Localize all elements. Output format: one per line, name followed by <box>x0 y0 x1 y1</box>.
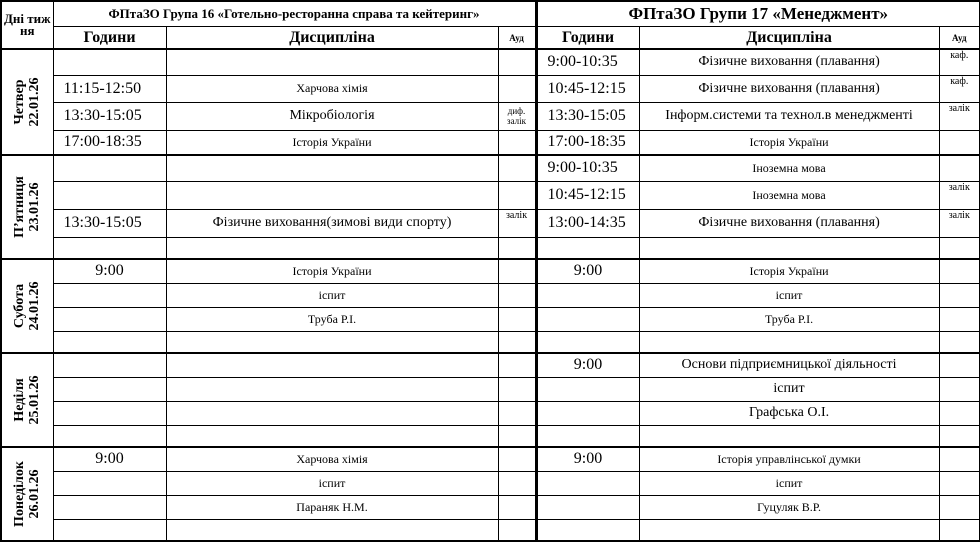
lesson-time: 13:30-15:05 <box>53 102 166 130</box>
lesson-discipline: Історія України <box>639 259 939 283</box>
lesson-time: 9:00 <box>536 447 639 471</box>
lesson-discipline: Фізичне виховання (плавання) <box>639 209 939 237</box>
g17-discipline-header: Дисципліна <box>639 27 939 50</box>
day-label-monday: Понеділок 26.01.26 <box>1 447 53 541</box>
lesson-discipline: Іноземна мова <box>639 155 939 181</box>
lesson-aud: каф. <box>939 49 980 75</box>
lesson-time: 10:45-12:15 <box>536 181 639 209</box>
table-row <box>1 209 980 237</box>
g16-hours-header: Години <box>53 27 166 50</box>
lesson-discipline: Історія управлінської думки <box>639 447 939 471</box>
lesson-time: 13:30-15:05 <box>536 102 639 130</box>
lesson-aud: каф. <box>939 75 980 102</box>
table-row <box>1 425 980 447</box>
g17-hours-header: Години <box>536 27 639 50</box>
lesson-teacher: Графська О.І. <box>639 401 939 425</box>
table-row <box>1 447 980 471</box>
lesson-teacher: Труба Р.І. <box>166 307 498 331</box>
table-row <box>1 181 980 209</box>
lesson-discipline: Історія України <box>639 130 939 155</box>
lesson-time: 11:15-12:50 <box>53 75 166 102</box>
lesson-type: іспит <box>639 377 939 401</box>
lesson-discipline: Фізичне виховання(зимові види спорту) <box>166 209 498 237</box>
day-label-sunday: Неділя 25.01.26 <box>1 353 53 447</box>
table-row <box>1 353 980 377</box>
table-row <box>1 259 980 283</box>
lesson-discipline: Історія України <box>166 259 498 283</box>
lesson-time: 17:00-18:35 <box>536 130 639 155</box>
lesson-discipline: Іноземна мова <box>639 181 939 209</box>
lesson-discipline: Фізичне виховання (плавання) <box>639 75 939 102</box>
lesson-time: 10:45-12:15 <box>536 75 639 102</box>
table-row <box>1 401 980 425</box>
lesson-aud: залік <box>939 102 980 130</box>
table-row <box>1 75 980 102</box>
lesson-discipline: Мікробіологія <box>166 102 498 130</box>
table-row <box>1 155 980 181</box>
table-row <box>1 471 980 495</box>
table-row <box>1 237 980 259</box>
table-row <box>1 49 980 75</box>
lesson-type: іспит <box>166 471 498 495</box>
lesson-aud: залік <box>498 209 536 237</box>
lesson-aud: залік <box>939 181 980 209</box>
g16-discipline-header: Дисципліна <box>166 27 498 50</box>
lesson-type: іспит <box>639 471 939 495</box>
lesson-time: 17:00-18:35 <box>53 130 166 155</box>
table-row <box>1 130 980 155</box>
lesson-time: 9:00 <box>53 447 166 471</box>
lesson-discipline: Історія України <box>166 130 498 155</box>
table-row <box>1 102 980 130</box>
group16-title: ФПтаЗО Група 16 «Готельно-ресторанна справа та кейтеринг» <box>53 1 536 27</box>
group17-title: ФПтаЗО Групи 17 «Менеджмент» <box>536 1 980 27</box>
day-column-header: Дні тиж ня <box>1 1 53 49</box>
table-row <box>1 519 980 541</box>
lesson-aud: диф. залік <box>498 102 536 130</box>
lesson-time: 13:00-14:35 <box>536 209 639 237</box>
lesson-teacher: Параняк Н.М. <box>166 495 498 519</box>
day-label-friday: П’ятниця 23.01.26 <box>1 155 53 259</box>
day-label-thursday: Четвер 22.01.26 <box>1 49 53 155</box>
table-row <box>1 495 980 519</box>
table-row <box>1 331 980 353</box>
lesson-discipline: Інформ.системи та технол.в менеджменті <box>639 102 939 130</box>
lesson-time: 9:00 <box>53 259 166 283</box>
g16-aud-header: Ауд <box>498 27 536 50</box>
table-row <box>1 283 980 307</box>
lesson-type: іспит <box>166 283 498 307</box>
lesson-time: 9:00-10:35 <box>536 155 639 181</box>
lesson-teacher: Гуцуляк В.Р. <box>639 495 939 519</box>
lesson-discipline: Харчова хімія <box>166 75 498 102</box>
lesson-teacher: Труба Р.І. <box>639 307 939 331</box>
table-row <box>1 377 980 401</box>
lesson-time: 9:00 <box>536 259 639 283</box>
day-label-saturday: Субота 24.01.26 <box>1 259 53 353</box>
lesson-type: іспит <box>639 283 939 307</box>
lesson-discipline: Харчова хімія <box>166 447 498 471</box>
lesson-time: 9:00 <box>536 353 639 377</box>
lesson-discipline: Основи підприємницької діяльності <box>639 353 939 377</box>
lesson-aud: залік <box>939 209 980 237</box>
lesson-discipline: Фізичне виховання (плавання) <box>639 49 939 75</box>
table-row <box>1 307 980 331</box>
g17-aud-header: Ауд <box>939 27 980 50</box>
lesson-time: 9:00-10:35 <box>536 49 639 75</box>
lesson-time: 13:30-15:05 <box>53 209 166 237</box>
